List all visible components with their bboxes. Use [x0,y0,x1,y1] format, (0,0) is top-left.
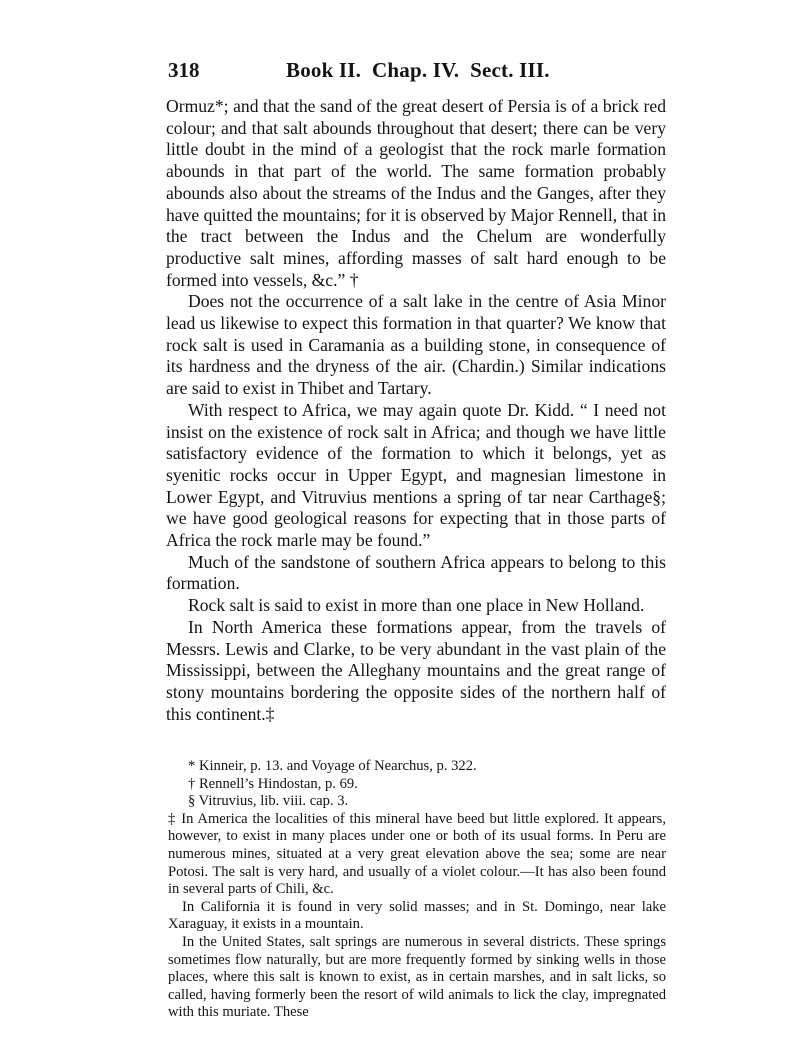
paragraph-persia: Ormuz*; and that the sand of the great desert of Persia is of a brick red colour; and that salt abounds throughout that desert; there can be very little doubt in the mind of a geologist that the rock marle formation abounds in that part of the world. The same formation probably abounds also about the streams of the Indus and the Ganges, after they have quitted the mountains; for it is observed by Major Rennell, that in the tract between the Indus and the Chelum are wonderfully productive salt mines, affording masses of salt hard enough to be formed into vessels, &c.” † [166,96,666,290]
paragraph-north-america: In North America these formations appear, from the travels of Messrs. Lewis and Clarke, to be very abundant in the vast plain of the Mississippi, between the Alleghany mountains and the great range of stony mountains bordering the opposite sides of the northern half of this continent.‡ [166,616,666,724]
footnotes [168,758,666,1022]
footnote-america: ‡ In America the localities of this mineral have beed but little explored. It appears, however, to exist in many places under one or both of its usual forms. In Peru are numerous mines, situated at a very great elevation above the sea; some are near Potosi. The salt is very hard, and usually of a violet colour.—It has also been found in several parts of Chili, &c. [168,810,666,898]
footnote-california: In California it is found in very solid masses; and in St. Domingo, near lake Xaraguay, it exists in a mountain. [168,898,666,933]
paragraph-asia-minor: Does not the occurrence of a salt lake in the centre of Asia Minor lead us likewise to expect this formation in that quarter? We know that rock salt is used in Caramania as a building stone, in consequence of its hardness and the dryness of the air. (Chardin.) Similar indications are said to exist in Thibet and Tartary. [166,291,666,399]
paragraph-africa: With respect to Africa, we may again quote Dr. Kidd. “ I need not insist on the existence of rock salt in Africa; and though we have little satisfactory evidence of the formation to which it belongs, yet as syenitic rocks occur in Upper Egypt, and magnesian limestone in Lower Egypt, and Vitruvius mentions a spring of tar near Carthage§; we have good geological reasons for expecting that in those parts of Africa the rock marle may be found.” [166,399,666,551]
footnote-vitruvius: § Vitruvius, lib. viii. cap. 3. [188,793,349,810]
footnote-rennell: † Rennell’s Hindostan, p. 69. [188,775,358,792]
paragraph-southern-africa: Much of the sandstone of southern Africa appears to belong to this formation. [166,551,666,594]
main-text [166,96,666,725]
running-head: Book II. Chap. IV. Sect. III. [286,58,550,82]
page-number: 318 [168,58,200,82]
paragraph-new-holland: Rock salt is said to exist in more than one place in New Holland. [188,595,645,616]
footnote-kinneir: * Kinneir, p. 13. and Voyage of Nearchus, p. 322. [188,758,477,774]
page-header [168,58,668,86]
footnote-united-states: In the United States, salt springs are numerous in several districts. These springs sometimes flow naturally, but are more frequently formed by sinking wells in those places, where this salt is known to exist, as in certain marshes, and in salt licks, so called, having formerly been the resort of wild animals to lick the clay, impregnated with this muriate. These [168,933,666,1021]
